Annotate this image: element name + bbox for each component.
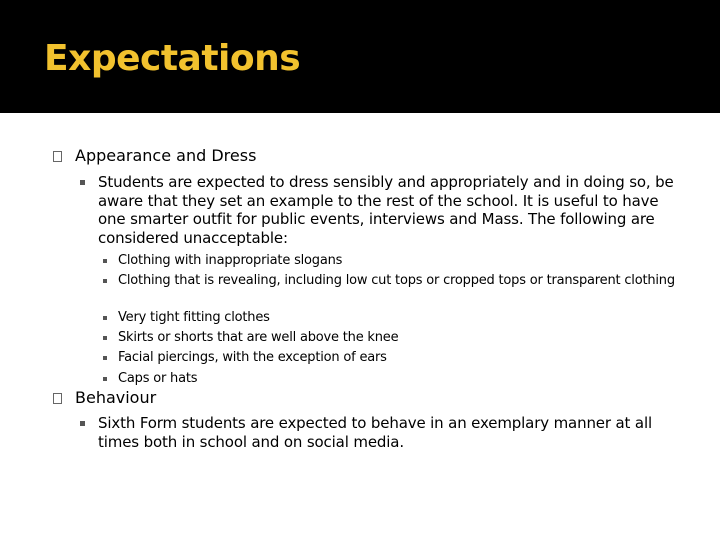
square-bullet-icon: [103, 316, 107, 320]
section-heading-appearance: Appearance and Dress: [75, 146, 257, 165]
box-bullet-icon: [53, 393, 62, 404]
section-heading-behaviour: Behaviour: [75, 388, 157, 407]
square-bullet-icon: [103, 336, 107, 340]
bullet-behaviour-expectation: Sixth Form students are expected to behave in an exemplary manner at all times both in school and on social media.: [98, 414, 652, 451]
subpoint-revealing: Clothing that is revealing, including low cut tops or cropped tops or transparent clothing: [118, 273, 675, 288]
square-bullet-icon: [103, 356, 107, 360]
subpoint-piercings: Facial piercings, with the exception of ears: [118, 350, 387, 365]
square-bullet-icon: [80, 421, 85, 426]
square-bullet-icon: [103, 377, 107, 381]
bullet-dress-expectation: Students are expected to dress sensibly and appropriately and in doing so, be aware that they set an example to the rest of the school. It is useful to have one smarter outfit for public events, interviews and Mass. The following are considered unacceptable:: [98, 173, 674, 247]
square-bullet-icon: [103, 279, 107, 283]
box-bullet-icon: [53, 151, 62, 162]
square-bullet-icon: [103, 259, 107, 263]
subpoint-caps-hats: Caps or hats: [118, 371, 198, 386]
slide-title: Expectations: [44, 38, 301, 79]
square-bullet-icon: [80, 180, 85, 185]
subpoint-skirts-shorts: Skirts or shorts that are well above the knee: [118, 330, 399, 345]
subpoint-slogans: Clothing with inappropriate slogans: [118, 253, 343, 268]
subpoint-tight-fitting: Very tight fitting clothes: [118, 310, 270, 325]
